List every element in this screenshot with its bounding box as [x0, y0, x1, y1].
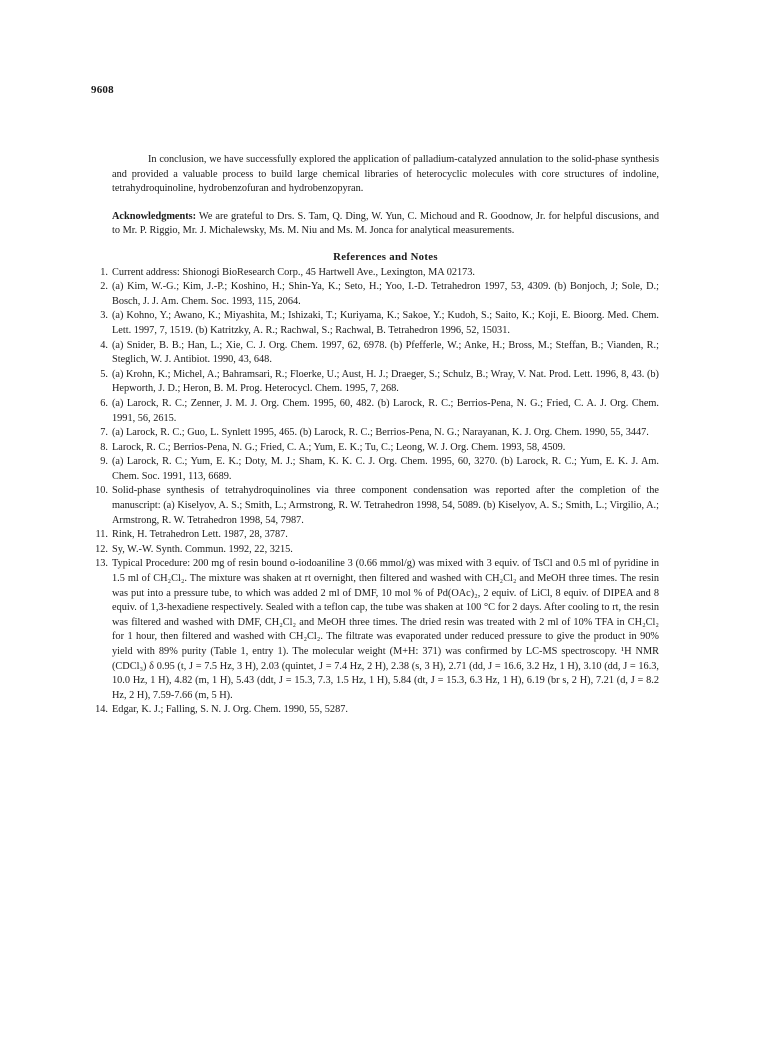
reference-text: (a) Kohno, Y.; Awano, K.; Miyashita, M.; Ishizaki, T.; Kuriyama, K.; Sakoe, Y.; Kudoh, S.; Saito, K.; Koji, E. Bioorg. Med. Chem. Lett. 1997, 7, 1519. (b) Katritzky, A. R.; Rachwal, S.; Rachwal, B. Tetrahedron 1996, 52, 15031. [112, 310, 659, 336]
reference-text: Edgar, K. J.; Falling, S. N. J. Org. Chem. 1990, 55, 5287. [112, 704, 348, 716]
reference-text: Solid-phase synthesis of tetrahydroquinolines via three component condensation was reported after the completion of the manuscript: (a) Kiselyov, A. S.; Smith, L.; Armstrong, R. W. Tetrahedron 1998, 54, 5089. (b) Kiselyov, A. S.; Smith, L.; Virgilio, A.; Armstrong, R. W. Tetrahedron 1998, 54, 7987. [112, 485, 659, 526]
reference-number: 10. [95, 485, 108, 497]
reference-text: Sy, W.-W. Synth. Commun. 1992, 22, 3215. [112, 543, 293, 555]
reference-number: 1. [100, 266, 108, 278]
reference-number: 7. [100, 427, 108, 439]
reference-number: 14. [95, 704, 108, 716]
reference-item [100, 309, 659, 338]
reference-item [100, 455, 659, 484]
reference-item [100, 368, 659, 397]
reference-number: 3. [100, 310, 108, 322]
reference-item [95, 528, 659, 543]
reference-number: 8. [100, 441, 108, 453]
reference-number: 6. [100, 397, 108, 409]
article-body [95, 153, 659, 718]
reference-text: (a) Kim, W.-G.; Kim, J.-P.; Koshino, H.; Shin-Ya, K.; Seto, H.; Yoo, I.-D. Tetrahedron 1997, 53, 4309. (b) Bonjoch, J; Sole, D.; Bosch, J. J. Am. Chem. Soc. 1993, 115, 2064. [112, 281, 659, 307]
reference-text: Typical Procedure: 200 mg of resin bound o-iodoaniline 3 (0.66 mmol/g) was mixed with 3 equiv. of TsCl and 0.5 ml of pyridine in 1.5 ml of CH₂Cl₂. The mixture was shaken at rt overnight, then filtered and washed with CH₂Cl₂ and MeOH three times. The resin was put into a pressure tube, to which was added 2 ml of DMF, 10 mol % of Pd(OAc)₂, 2 equiv. of LiCl, 8 equiv. of DIPEA and 8 equiv. of 1,3-hexadiene respectively. Sealed with a teflon cap, the tube was shaken at 100 °C for 2 days. After cooling to rt, the resin was filtered and washed with DMF, CH₂Cl₂ and MeOH three times. The dried resin was treated with 2 ml of 10% TFA in CH₂Cl₂ for 1 hour, then filtered and washed with CH₂Cl₂. The filtrate was evaporated under reduced pressure to give the product in 90% yield with 89% purity (Table 1, entry 1). The molecular weight (M+H: 371) was confirmed by LC-MS spectroscopy. ¹H NMR (CDCl₃) δ 0.95 (t, J = 7.5 Hz, 3 H), 2.03 (quintet, J = 7.4 Hz, 2 H), 2.38 (s, 3 H), 2.71 (dd, J = 16.6, 3.2 Hz, 1 H), 3.10 (dd, J = 16.3, 10.0 Hz, 1 H), 4.82 (m, 1 H), 5.43 (ddt, J = 15.3, 7.3, 1.5 Hz, 1 H), 5.84 (dt, J = 15.3, 6.3 Hz, 1 H), 6.19 (br s, 2 H), 7.21 (d, J = 8.2 Hz, 2 H), 7.59-7.66 (m, 5 H). [112, 558, 659, 701]
reference-number: 5. [100, 368, 108, 380]
acknowledgments-text: We are grateful to Drs. S. Tam, Q. Ding, W. Yun, C. Michoud and R. Goodnow, Jr. for helpful discusions, and to Mr. P. Riggio, Mr. J. Michalewsky, Ms. M. Niu and Ms. M. Jonca for analytical measurements. [112, 210, 659, 237]
reference-item [95, 557, 659, 703]
page-number: 9608 [91, 84, 114, 96]
reference-number: 2. [100, 281, 108, 293]
reference-item [95, 484, 659, 528]
conclusion-paragraph: In conclusion, we have successfully explored the application of palladium-catalyzed annulation to the solid-phase synthesis and provided a valuable process to build large chemical libraries of heterocyclic molecules with core structures of indoline, tetrahydroquinoline, hydrobenzofuran and hydrobenzopyran. [112, 154, 659, 195]
reference-item [95, 703, 659, 718]
reference-item [100, 426, 659, 441]
reference-text: Current address: Shionogi BioResearch Corp., 45 Hartwell Ave., Lexington, MA 02173. [112, 266, 476, 278]
acknowledgments-paragraph [112, 210, 659, 239]
reference-text: (a) Snider, B. B.; Han, L.; Xie, C. J. Org. Chem. 1997, 62, 6978. (b) Pfefferle, W.; Anke, H.; Bross, M.; Steffan, B.; Vianden, R.; Steglich, W. J. Antibiot. 1990, 43, 648. [112, 339, 659, 366]
reference-number: 12. [95, 543, 108, 555]
reference-text: Rink, H. Tetrahedron Lett. 1987, 28, 3787. [112, 529, 288, 541]
reference-item [100, 266, 659, 281]
acknowledgments-label: Acknowledgments: [112, 210, 197, 222]
reference-item [100, 441, 659, 456]
reference-number: 9. [100, 456, 108, 468]
reference-number: 11. [95, 529, 108, 541]
reference-number: 13. [95, 558, 108, 570]
reference-item [100, 397, 659, 426]
reference-text: (a) Krohn, K.; Michel, A.; Bahramsari, R.; Floerke, U.; Aust, H. J.; Draeger, S.; Schulz, B.; Wray, V. Nat. Prod. Lett. 1996, 8, 43. (b) Hepworth, J. D.; Heron, B. M. Prog. Heterocycl. Chem. 1995, 7, 268. [112, 368, 659, 395]
reference-text: (a) Larock, R. C.; Zenner, J. M. J. Org. Chem. 1995, 60, 482. (b) Larock, R. C.; Berrios-Pena, N. G.; Fried, C. A. J. Org. Chem. 1991, 56, 2615. [112, 397, 659, 424]
reference-number: 4. [100, 339, 108, 351]
reference-text: (a) Larock, R. C.; Yum, E. K.; Doty, M. J.; Sham, K. K. C. J. Org. Chem. 1995, 60, 3270. (b) Larock, R. C.; Yum, E. K. J. Am. Chem. Soc. 1991, 113, 6689. [112, 456, 659, 482]
reference-item [95, 543, 659, 558]
references-list [95, 266, 659, 718]
reference-item [100, 280, 659, 309]
reference-item [100, 339, 659, 368]
reference-text: (a) Larock, R. C.; Guo, L. Synlett 1995, 465. (b) Larock, R. C.; Berrios-Pena, N. G.; Narayanan, K. J. Org. Chem. 1990, 55, 3447. [112, 427, 649, 439]
reference-text: Larock, R. C.; Berrios-Pena, N. G.; Fried, C. A.; Yum, E. K.; Tu, C.; Leong, W. J. Org. Chem. 1993, 58, 4509. [112, 441, 566, 453]
references-heading: References and Notes [333, 250, 438, 263]
